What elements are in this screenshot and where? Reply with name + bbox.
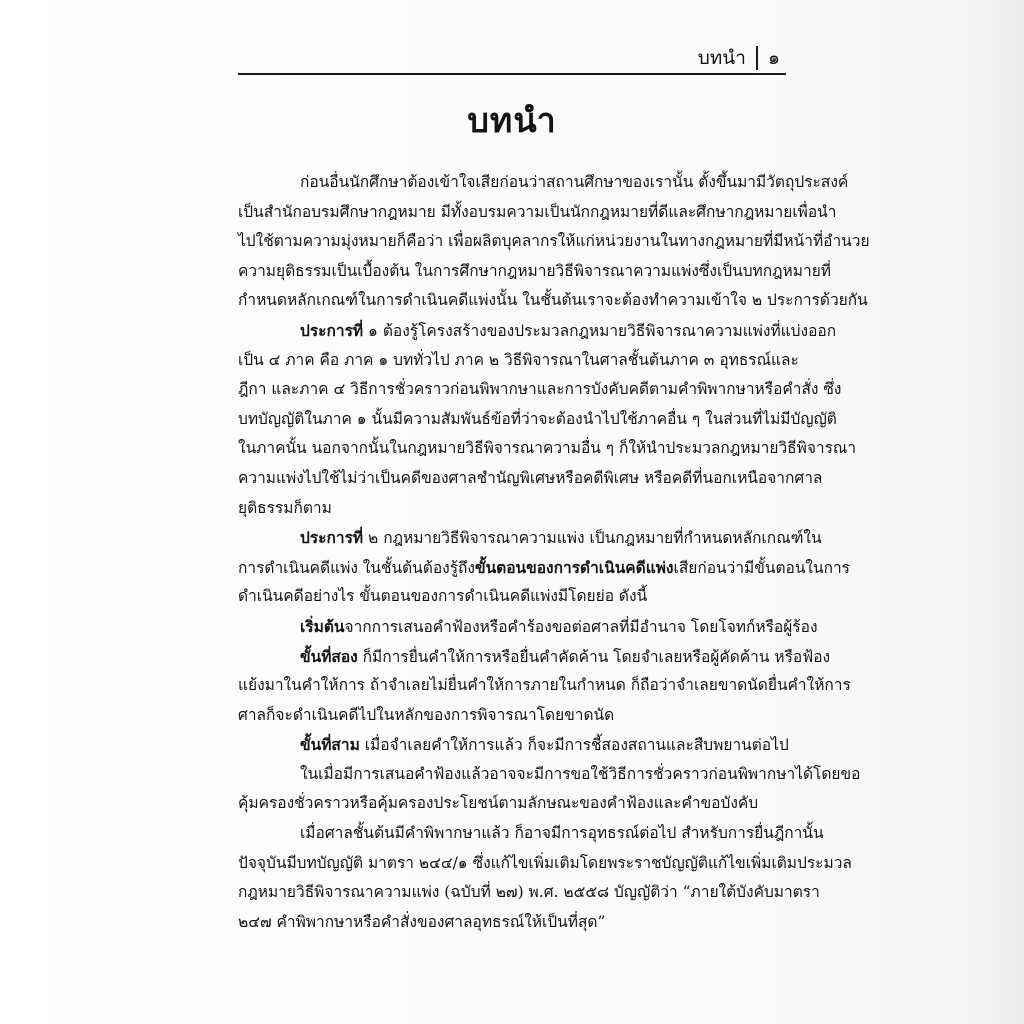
paragraph-first-point bbox=[238, 316, 857, 523]
text-line bbox=[238, 730, 788, 760]
text-line: เป็นสำนักอบรมศึกษากฎหมาย มีทั้งอบรมความเป็นนักกฎหมายที่ดีและศึกษากฎหมายเพื่อนำ bbox=[238, 202, 837, 221]
point-text: ๒ กฎหมายวิธีพิจารณาความแพ่ง เป็นกฎหมายที่กำหนดหลักเกณฑ์ใน bbox=[363, 529, 822, 548]
paragraph-appeal bbox=[238, 819, 852, 937]
paragraph-intro bbox=[238, 168, 870, 316]
point-text: ๑ ต้องรู้โครงสร้างของประมวลกฎหมายวิธีพิจารณาความแพ่งที่แบ่งออก bbox=[363, 321, 837, 340]
running-header-text bbox=[698, 45, 780, 71]
text-line: เป็น ๔ ภาค คือ ภาค ๑ บททั่วไป ภาค ๒ วิธีพิจารณาในศาลชั้นต้นภาค ๓ อุทธรณ์และ bbox=[238, 350, 799, 369]
step-text: ก็มีการยื่นคำให้การหรือยื่นคำคัดค้าน โดยจำเลยหรือผู้คัดค้าน หรือฟ้อง bbox=[357, 647, 831, 666]
text-line: ยุติธรรมก็ตาม bbox=[238, 498, 332, 517]
text-line bbox=[238, 523, 822, 553]
text-run: เสียก่อนว่ามีขั้นตอนในการ bbox=[673, 558, 851, 577]
step-heading: ขั้นที่สอง bbox=[300, 646, 358, 666]
step-heading: เริ่มต้น bbox=[300, 616, 345, 636]
text-line: คุ้มครองชั่วคราวหรือคุ้มครองประโยชน์ตามลักษณะของคำฟ้องและคำขอบังคับ bbox=[238, 794, 759, 813]
text-line: แย้งมาในคำให้การ ถ้าจำเลยไม่ยื่นคำให้การภายในกำหนด ก็ถือว่าจำเลยขาดนัดยื่นคำให้การ bbox=[238, 676, 851, 695]
chapter-title: บทนำ bbox=[467, 101, 557, 141]
text-line: ในภาคนั้น นอกจากนั้นในกฎหมายวิธีพิจารณาความอื่น ๆ ก็ให้นำประมวลกฎหมายวิธีพิจารณา bbox=[238, 439, 857, 458]
running-header-section: บทนำ bbox=[697, 47, 746, 69]
paragraph-provisional-measures bbox=[238, 760, 861, 819]
page-number: ๑ bbox=[767, 47, 780, 69]
text-line: บทบัญญัติในภาค ๑ นั้นมีความสัมพันธ์ข้อที่ว่าจะต้องนำไปใช้ภาคอื่น ๆ ในส่วนที่ไม่มีบัญญัติ bbox=[238, 409, 837, 428]
step-heading: ขั้นที่สาม bbox=[300, 735, 360, 755]
text-line: ก่อนอื่นนักศึกษาต้องเข้าใจเสียก่อนว่าสถานศึกษาของเรานั้น ตั้งขึ้นมามีวัตถุประสงค์ bbox=[300, 173, 849, 191]
text-line: ในเมื่อมีการเสนอคำฟ้องแล้วอาจจะมีการขอใช้วิธีการชั่วคราวก่อนพิพากษาได้โดยขอ bbox=[300, 764, 861, 783]
text-line: กฎหมายวิธีพิจารณาความแพ่ง (ฉบับที่ ๒๗) พ.ศ. ๒๕๕๘ บัญญัติว่า “ภายใต้บังคับมาตรา bbox=[238, 883, 820, 902]
scan-margin-right bbox=[964, 0, 1024, 1024]
text-line: เมื่อศาลชั้นต้นมีคำพิพากษาแล้ว ก็อาจมีการอุทธรณ์ต่อไป สำหรับการยื่นฎีกานั้น bbox=[300, 824, 824, 843]
step-text: เมื่อจำเลยคำให้การแล้ว ก็จะมีการชี้สองสถานและสืบพยานต่อไป bbox=[359, 736, 789, 755]
text-line: ความแพ่งไปใช้ไม่ว่าเป็นคดีของศาลชำนัญพิเศษหรือคดีพิเศษ หรือคดีที่นอกเหนือจากศาล bbox=[238, 468, 823, 487]
text-line bbox=[238, 553, 851, 583]
paragraph-step-three bbox=[238, 730, 788, 760]
paragraph-second-point bbox=[238, 523, 851, 612]
text-line bbox=[238, 642, 831, 672]
text-line: ดำเนินคดีอย่างไร ขั้นตอนของการดำเนินคดีแพ่งมีโดยย่อ ดังนี้ bbox=[238, 587, 648, 606]
text-line bbox=[238, 316, 837, 346]
body-text bbox=[238, 168, 870, 937]
text-line bbox=[238, 612, 818, 642]
running-header-separator bbox=[756, 46, 758, 70]
text-line: ปัจจุบันมีบทบัญญัติ มาตรา ๒๔๔/๑ ซึ่งแก้ไขเพิ่มเติมโดยพระราชบัญญัติแก้ไขเพิ่มเติมประมวล bbox=[238, 853, 852, 872]
point-heading: ประการที่ bbox=[300, 320, 364, 340]
step-text: จากการเสนอคำฟ้องหรือคำร้องขอต่อศาลที่มีอำนาจ โดยโจทก์หรือผู้ร้อง bbox=[344, 617, 818, 636]
point-heading: ประการที่ bbox=[300, 528, 364, 548]
text-line: ไปใช้ตามความมุ่งหมายก็คือว่า เพื่อผลิตบุคลากรให้แก่หน่วยงานในทางกฎหมายที่มีหน้าที่อำนวย bbox=[238, 232, 870, 251]
running-header bbox=[238, 45, 786, 75]
text-line: กำหนดหลักเกณฑ์ในการดำเนินคดีแพ่งนั้น ในชั้นต้นเราจะต้องทำความเข้าใจ ๒ ประการด้วยกัน bbox=[238, 291, 868, 310]
text-line: ๒๔๗ คำพิพากษาหรือคำสั่งของศาลอุทธรณ์ให้เป็นที่สุด” bbox=[238, 912, 606, 931]
text-line: ศาลก็จะดำเนินคดีไปในหลักของการพิจารณาโดยขาดนัด bbox=[238, 705, 615, 724]
text-line: ความยุติธรรมเป็นเบื้องต้น ในการศึกษากฎหมายวิธีพิจารณาความแพ่งซึ่งเป็นบทกฎหมายที่ bbox=[238, 261, 831, 280]
paragraph-step-two bbox=[238, 642, 851, 731]
text-run: การดำเนินคดีแพ่ง ในชั้นต้นต้องรู้ถึง bbox=[238, 558, 475, 577]
emphasis-text: ขั้นตอนของการดำเนินคดีแพ่ง bbox=[474, 557, 674, 577]
paragraph-step-start bbox=[238, 612, 818, 642]
text-line: ฎีกา และภาค ๔ วิธีการชั่วคราวก่อนพิพากษาและการบังคับคดีตามคำพิพากษาหรือคำสั่ง ซึ่ง bbox=[238, 380, 842, 399]
header-rule bbox=[238, 73, 786, 75]
scan-margin-left bbox=[0, 0, 190, 1024]
